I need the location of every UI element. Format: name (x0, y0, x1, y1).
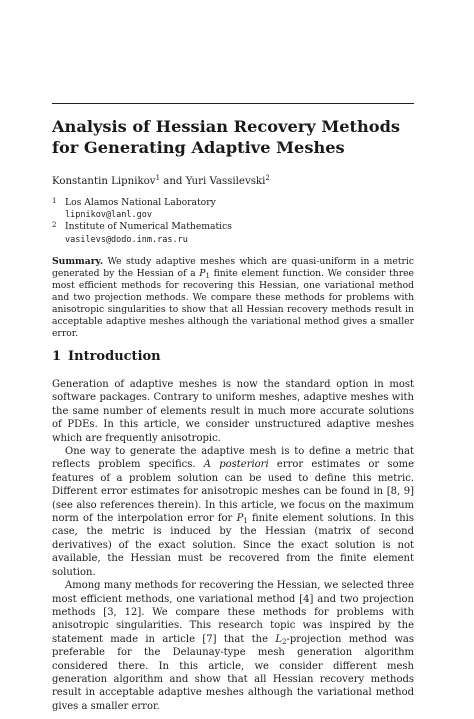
paragraph-3-L: L (275, 633, 283, 645)
paragraph-2-part-a: One way to generate the adaptive mesh is to define a metric that reflects problem specifics. (52, 446, 414, 471)
affiliation-1-email[interactable]: lipnikov@lanl.gov (65, 210, 152, 221)
affiliation-1 (52, 197, 232, 221)
title-line-1: Analysis of Hessian Recovery Methods (52, 117, 401, 136)
affiliation-1-mark: 1 (52, 197, 57, 205)
affiliation-2 (52, 221, 232, 245)
paper-title (52, 116, 414, 158)
title-line-2: for Generating Adaptive Meshes (52, 138, 345, 157)
abstract-text-2: finite element function. We consider three most efficient methods for recovering this Hessian, one variational method and two projection methods. We compare these methods for problems with anisotropic singularities to show that all Hessian recovery methods result in acceptable adaptive meshes although the variational method gives a smaller error. (52, 268, 414, 339)
paragraph-3-L-sub: 2 (282, 637, 287, 646)
section-title: Introduction (68, 349, 161, 364)
body-text (52, 378, 414, 713)
paragraph-2-part-d: finite element solutions. In this case, the metric is induced by the Hessian (matrix of second derivatives) of the exact solution. Since the exact solution is not available, the Hessian must be recovered from the finite element solution. (52, 513, 414, 578)
paragraph-3-part-b: -projection method was preferable for the Delaunay-type mesh generation algorithm considered there. In this article, we consider different mesh generation algorithm and show that all Hessian recovery methods result in acceptable adaptive meshes although the variational method gives a smaller error. (52, 633, 415, 712)
author-1: Konstantin Lipnikov (52, 176, 156, 187)
affiliation-1-institution: Los Alamos National Laboratory (65, 197, 216, 208)
abstract-text-1: We study adaptive meshes which are quasi-uniform in a metric generated by the Hessian of a (52, 256, 414, 279)
paragraph-2-italic: A posteriori (203, 459, 269, 471)
section-number: 1 (52, 349, 62, 364)
affiliations (52, 197, 232, 246)
paragraph-2-P: P (236, 513, 244, 525)
section-heading (52, 349, 161, 364)
author-list (52, 176, 270, 187)
paragraph-2-P-sub: 1 (243, 517, 248, 526)
paragraph-1: Generation of adaptive meshes is now the standard option in most software packages. Contrary to uniform meshes, adaptive meshes with the same number of elements result in much more accurate solutions of PDEs. In this article, we consider unstructured adaptive meshes which are frequently anisotropic. (52, 379, 414, 444)
abstract-label: Summary. (52, 256, 104, 267)
author-conjunction: and (160, 176, 186, 187)
author-2: Yuri Vassilevski (185, 176, 266, 187)
abstract-P-sub: 1 (205, 272, 210, 280)
abstract-P: P (199, 268, 206, 279)
author-1-mark: 1 (155, 174, 161, 182)
paragraph-2 (52, 445, 414, 579)
top-rule (52, 103, 414, 104)
affiliation-2-mark: 2 (52, 221, 57, 230)
affiliation-2-institution: Institute of Numerical Mathematics (65, 221, 232, 233)
paragraph-3 (52, 579, 414, 713)
author-2-mark: 2 (265, 174, 270, 182)
affiliation-2-email[interactable]: vasilevs@dodo.inm.ras.ru (65, 234, 188, 245)
abstract (52, 256, 414, 340)
paragraph-3-part-a: Among many methods for recovering the Hessian, we selected three most efficient methods, one variational method [4] and two projection methods [3, 12]. We compare these methods for problems with anisotropic singularities. This research topic was inspired by the statement made in article [7] that the (52, 580, 414, 645)
paragraph-2-part-c: error estimates or some features of a problem solution can be used to define this metric. Different error estimates for anisotropic meshes can be found in [8, 9] (see also references therein). In this article, we focus on the maximum norm of the interpolation error for (52, 459, 414, 525)
